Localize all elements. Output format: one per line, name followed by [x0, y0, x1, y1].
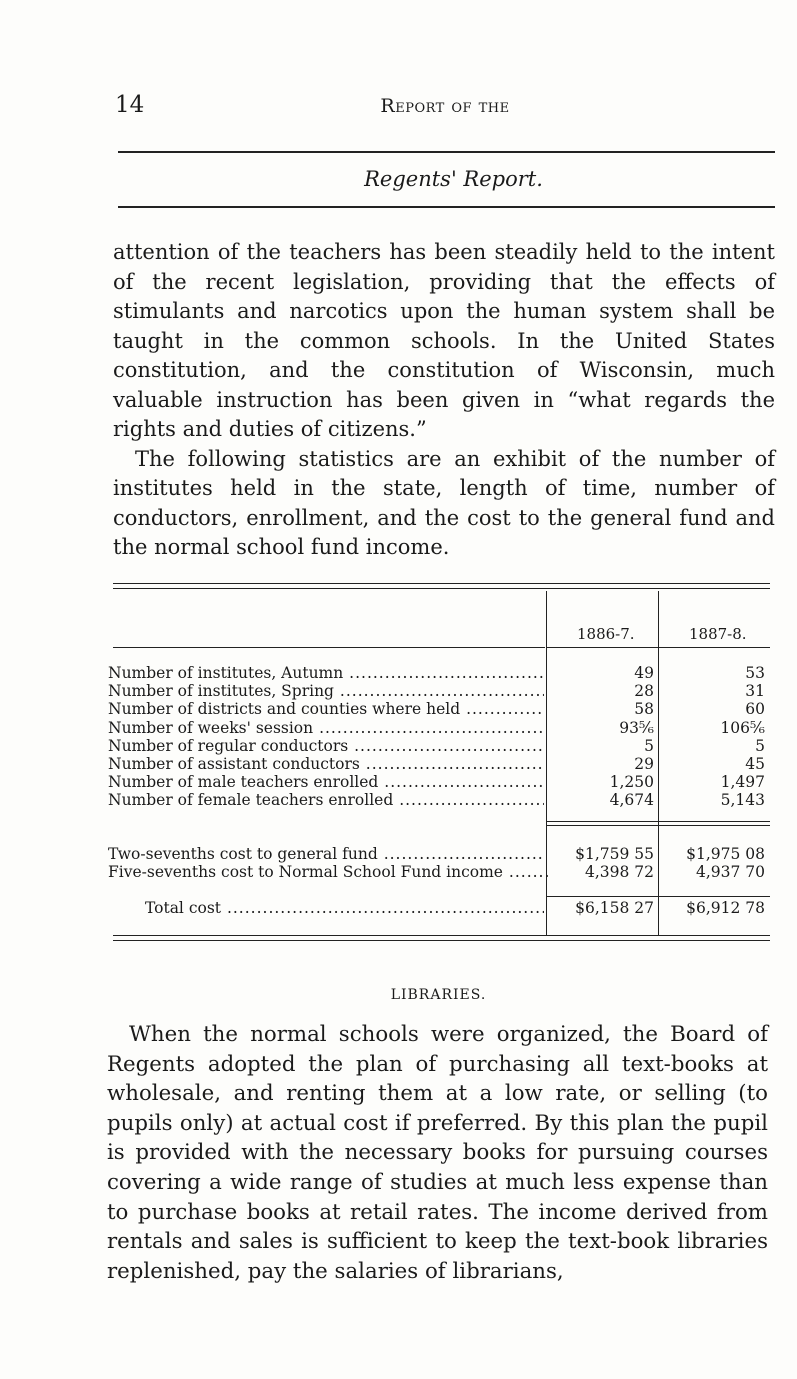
row-label: Number of districts and counties where held ..... — [108, 700, 544, 718]
table-row — [108, 755, 770, 773]
cell-1887-8: $6,912 78 — [686, 899, 765, 917]
cell-1887-8: 60 — [745, 700, 765, 719]
total-row — [108, 899, 770, 917]
paragraph: The following statistics are an exhibit of the number of institutes held in the state, length of time, number of conductors, enrollment, and the cost to the general fund and the normal school fund income. — [113, 446, 775, 559]
section-subtitle: Regents' Report. — [364, 167, 543, 191]
cell-1887-8: 106⁵⁄₆ — [720, 718, 765, 737]
cell-1886-7: 4,398 72 — [584, 863, 654, 882]
cell-1886-7: 5 — [644, 736, 654, 755]
cost-rows — [108, 845, 770, 881]
intro-text — [113, 238, 775, 563]
paragraph: When the normal schools were organized, the Board of Regents adopted the plan of purchasing all text-books at wholesale, and renting them at a low rate, or selling (to pupils only) at actual cost if preferred. By this plan the pupil is provided with the necessary books for pursuing courses covering a wide range of studies at much less expense than to purchase books at retail rates. The income derived from rentals and sales is sufficient to keep the text-book libraries replenished, pay the salaries of librarians, — [107, 1022, 768, 1284]
column-header: 1886-7. — [577, 625, 635, 643]
table-row — [108, 664, 770, 682]
row-label: Number of institutes, Autumn ..... — [108, 664, 544, 682]
cell-1887-8: $1,975 08 — [686, 845, 765, 863]
cell-1887-8: 5 — [755, 736, 765, 755]
cell-1886-7: 49 — [634, 664, 654, 682]
table-row — [108, 899, 770, 917]
row-label: Number of assistant conductors ..... — [108, 755, 544, 773]
paragraph: attention of the teachers has been steadily held to the intent of the recent legislation, providing that the effects of stimulants and narcotics upon the human system shall be taught in the common schools. In the United States constitution, and the constitution of Wisconsin, much valuable instruction has been given in “what regards the rights and duties of citizens.” — [113, 240, 775, 441]
table-row — [108, 719, 770, 737]
page-header — [115, 92, 775, 122]
cell-1887-8: 5,143 — [720, 791, 765, 810]
cell-1886-7: $1,759 55 — [575, 845, 654, 863]
row-label: Number of weeks' session ..... — [108, 719, 544, 737]
row-label: Number of male teachers enrolled ..... — [108, 773, 544, 791]
cell-1887-8: 45 — [745, 754, 765, 773]
libraries-text — [107, 1020, 768, 1286]
table-row — [108, 791, 770, 809]
table-row — [108, 700, 770, 718]
cell-1886-7: 93⁵⁄₆ — [619, 718, 654, 737]
table-row — [108, 682, 770, 700]
cell-1887-8: 4,937 70 — [695, 863, 765, 882]
table-row — [108, 737, 770, 755]
table-body — [108, 664, 770, 810]
table-row — [108, 863, 770, 881]
cell-1887-8: 31 — [745, 682, 765, 701]
cell-1886-7: 4,674 — [609, 791, 654, 810]
header-rule-bottom — [118, 206, 775, 208]
table-rule — [113, 940, 770, 941]
table-rule — [113, 935, 770, 936]
cell-1887-8: 53 — [745, 664, 765, 682]
row-label: Five-sevenths cost to Normal School Fund income ..... — [108, 863, 548, 881]
row-label: Number of female teachers enrolled ..... — [108, 791, 544, 809]
running-title: Report of the — [380, 95, 510, 117]
cell-1886-7: 58 — [634, 700, 654, 719]
row-label: Number of institutes, Spring ..... — [108, 682, 544, 700]
header-rule-top — [118, 151, 775, 153]
column-header: 1887-8. — [689, 625, 747, 643]
table-rule — [113, 583, 770, 584]
row-label: Two-sevenths cost to general fund ..... — [108, 845, 544, 863]
row-label: Number of regular conductors ..... — [108, 737, 544, 755]
section-heading: LIBRARIES. — [390, 987, 487, 1003]
cell-1886-7: 28 — [634, 682, 654, 701]
cell-1886-7: 1,250 — [609, 773, 654, 792]
table-row — [108, 845, 770, 863]
table-rule — [113, 647, 545, 648]
cell-1887-8: 1,497 — [720, 773, 765, 792]
row-label: Total cost ..... — [145, 899, 544, 917]
table-rule — [113, 588, 770, 589]
cell-1886-7: $6,158 27 — [575, 899, 654, 917]
cell-1886-7: 29 — [634, 754, 654, 773]
table-row — [108, 773, 770, 791]
page-number: 14 — [115, 92, 145, 118]
